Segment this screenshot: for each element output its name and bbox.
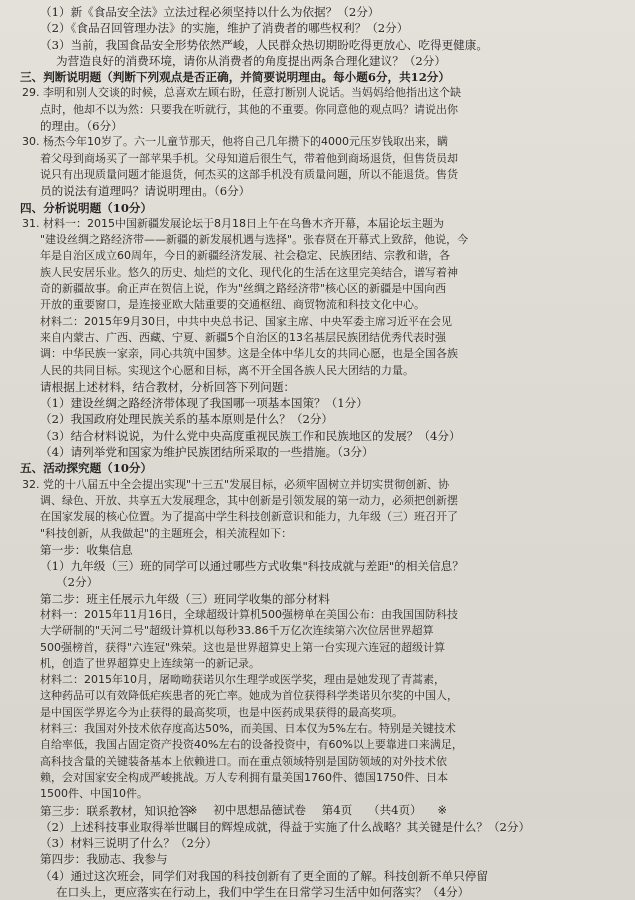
text-line: 500强榜首，获得"六连冠"殊荣。这也是世界超算史上第一台实现六连冠的超级计算 — [40, 640, 446, 654]
text-line: 开放的重要窗口，是连接亚欧大陆重要的交通枢纽、商贸物流和科技文化中心。 — [40, 298, 425, 312]
text-line: 1500件、中国10件。 — [40, 787, 148, 801]
text-line: （3）结合材料说说，为什么党中央高度重视民族工作和民族地区的发展？（4分） — [40, 428, 461, 443]
text-line: （1）新《食品安全法》立法过程必须坚持以什么为依据？（2分） — [40, 5, 380, 19]
text-line: 着父母到商场买了一部苹果手机。父母知道后很生气，带着他到商场退货，但售货员却 — [40, 151, 458, 165]
text-line: 31. 材料一：2015中国新疆发展论坛于8月18日上午在乌鲁木齐开幕，本届论坛主题为 — [22, 216, 444, 230]
text-line: （2）《食品召回管理办法》的实施，维护了消费者的哪些权利？（2分） — [40, 21, 409, 36]
text-line: 四、分析说明题（10分） — [20, 200, 153, 215]
text-line: 员的说法有道理吗？请说明理由。（6分） — [40, 184, 251, 199]
text-line: 族人民安居乐业。悠久的历史、灿烂的文化、现代化的生活在这里完美结合，谱写着神 — [40, 265, 458, 279]
text-line: 材料二：2015年10月，屠呦呦获诺贝尔生理学或医学奖，理由是她发现了青蒿素， — [40, 673, 445, 687]
text-line: "建设丝绸之路经济带——新疆的新发展机遇与选择"。张春贤在开幕式上致辞，他说，今 — [40, 233, 469, 247]
text-line: （1）建设丝绸之路经济带体现了我国哪一项基本国策？（1分） — [40, 396, 368, 411]
text-line: 请根据上述材料，结合教材，分析回答下列问题： — [40, 379, 296, 394]
exam-content — [22, 4, 615, 900]
footer-mark-left: ※ — [187, 802, 198, 817]
text-line: 29. 李明和别人交谈的时候，总喜欢左顾右盼，任意打断别人说话。当妈妈给他指出这个缺 — [22, 86, 461, 100]
footer-page-number: 第4页 — [321, 802, 353, 817]
text-line: 材料一：2015年11月16日，全球超级计算机500强榜单在美国公布：由我国国防科技 — [40, 607, 458, 621]
text-line: （3）当前，我国食品安全形势依然严峻，人民群众热切期盼吃得更放心、吃得更健康。 — [40, 37, 488, 52]
text-line: 32. 党的十八届五中全会提出实现"十三五"发展目标，必须牢固树立并切实贯彻创新、协 — [22, 477, 450, 491]
footer-title: 初中思想品德试卷 — [213, 802, 307, 817]
text-line: （4）请列举党和国家为维护民族团结所采取的一些措施。（3分） — [40, 445, 374, 460]
text-line: 自给率低，我国占固定资产投资40%左右的设备投资中，有60%以上要靠进口来满足， — [40, 738, 463, 752]
text-line: 机，创造了世界超算史上连续第一的新记录。 — [40, 656, 260, 670]
text-line: （1）九年级（三）班的同学可以通过哪些方式收集"科技成就与差距"的相关信息？ — [40, 559, 464, 574]
text-line: 第一步：收集信息 — [40, 542, 133, 557]
text-line: 这种药品可以有效降低疟疾患者的死亡率。她成为首位获得科学类诺贝尔奖的中国人， — [40, 689, 458, 703]
text-line: 点时，他却不以为然：只要我在听就行，其他的不重要。你同意他的观点吗？请说出你 — [40, 102, 458, 116]
text-line: 说只有出现质量问题才能退货，何杰买的这部手机没有质量问题，所以不能退货。售货 — [40, 167, 458, 181]
text-line: "科技创新，从我做起"的主题班会，相关流程如下： — [40, 526, 293, 540]
text-line: （2）上述科技事业取得举世瞩目的辉煌成就，得益于实施了什么战略？其关键是什么？（2分） — [40, 819, 531, 834]
text-line: 人民的共同目标。实现这个心愿和目标，离不开全国各族人民大团结的力量。 — [40, 363, 414, 377]
text-line: 年是自治区成立60周年，今日的新疆经济发展、社会稳定、民族团结、宗教和谐，各 — [40, 249, 450, 263]
text-line: 为营造良好的消费环境，请你从消费者的角度提出两条合理化建议？（2分） — [56, 53, 446, 68]
text-line: （4）通过这次班会，同学们对我国的科技创新有了更全面的了解。科技创新不单只停留 — [40, 868, 488, 883]
text-line: 奇的新疆故事。俞正声在贺信上说，作为"丝绸之路经济带"核心区的新疆是中国向西 — [40, 282, 447, 296]
text-line: 大学研制的"天河二号"超级计算机以每秒33.86千万亿次连续第六次位居世界超算 — [40, 624, 434, 638]
text-line: 在口头上，更应落实在行动上，我们中学生在日常学习生活中如何落实？（4分） — [56, 885, 470, 900]
text-line: 调、绿色、开放、共享五大发展理念，其中创新是引领发展的第一动力，必须把创新摆 — [40, 493, 458, 507]
text-line: 的理由。（6分） — [40, 119, 123, 134]
footer-mark-right: ※ — [437, 802, 448, 817]
page-footer — [0, 802, 635, 818]
text-line: 材料二：2015年9月30日，中共中央总书记、国家主席、中央军委主席习近平在会见 — [40, 314, 452, 328]
text-line: 是中国医学界迄今为止获得的最高奖项，也是中医药成果获得的最高奖项。 — [40, 705, 403, 719]
text-line: （2分） — [56, 575, 99, 590]
text-line: 来自内蒙古、广西、西藏、宁夏、新疆5个自治区的13名基层民族团结优秀代表时强 — [40, 330, 446, 344]
text-line: 三、判断说明题（判断下列观点是否正确，并简要说明理由。每小题6分，共12分） — [20, 70, 450, 85]
text-line: 调：中华民族一家亲，同心共筑中国梦。这是全体中华儿女的共同心愿，也是全国各族 — [40, 347, 458, 361]
text-line: 赖，会对国家安全构成严峻挑战。万人专利拥有量美国1760件、德国1750件、日本 — [40, 770, 448, 784]
text-line: 在国家发展的核心位置。为了提高中学生科技创新意识和能力，九年级（三）班召开了 — [40, 510, 458, 524]
text-line: （2）我国政府处理民族关系的基本原则是什么？（2分） — [40, 412, 334, 427]
text-line: 第二步：班主任展示九年级（三）班同学收集的部分材料 — [40, 591, 330, 606]
footer-page-total: （共4页） — [367, 802, 422, 817]
text-line: 第四步：我励志、我参与 — [40, 852, 168, 867]
text-line: 高科技含量的关键装备基本上依赖进口。而在重点领域特别是国防领域的对外技术依 — [40, 754, 447, 768]
text-line: 五、活动探究题（10分） — [20, 461, 153, 476]
text-line: 材料三：我国对外技术依存度高达50%，而美国、日本仅为5%左右。特别是关键技术 — [40, 722, 456, 736]
text-line: 第三步：联系教材，知识抢答 — [40, 803, 191, 818]
text-line: （3）材料三说明了什么？（2分） — [40, 836, 218, 851]
text-line: 30. 杨杰今年10岁了。六一儿童节那天，他将自己几年攒下的4000元压岁钱取出来，瞒 — [22, 135, 448, 149]
